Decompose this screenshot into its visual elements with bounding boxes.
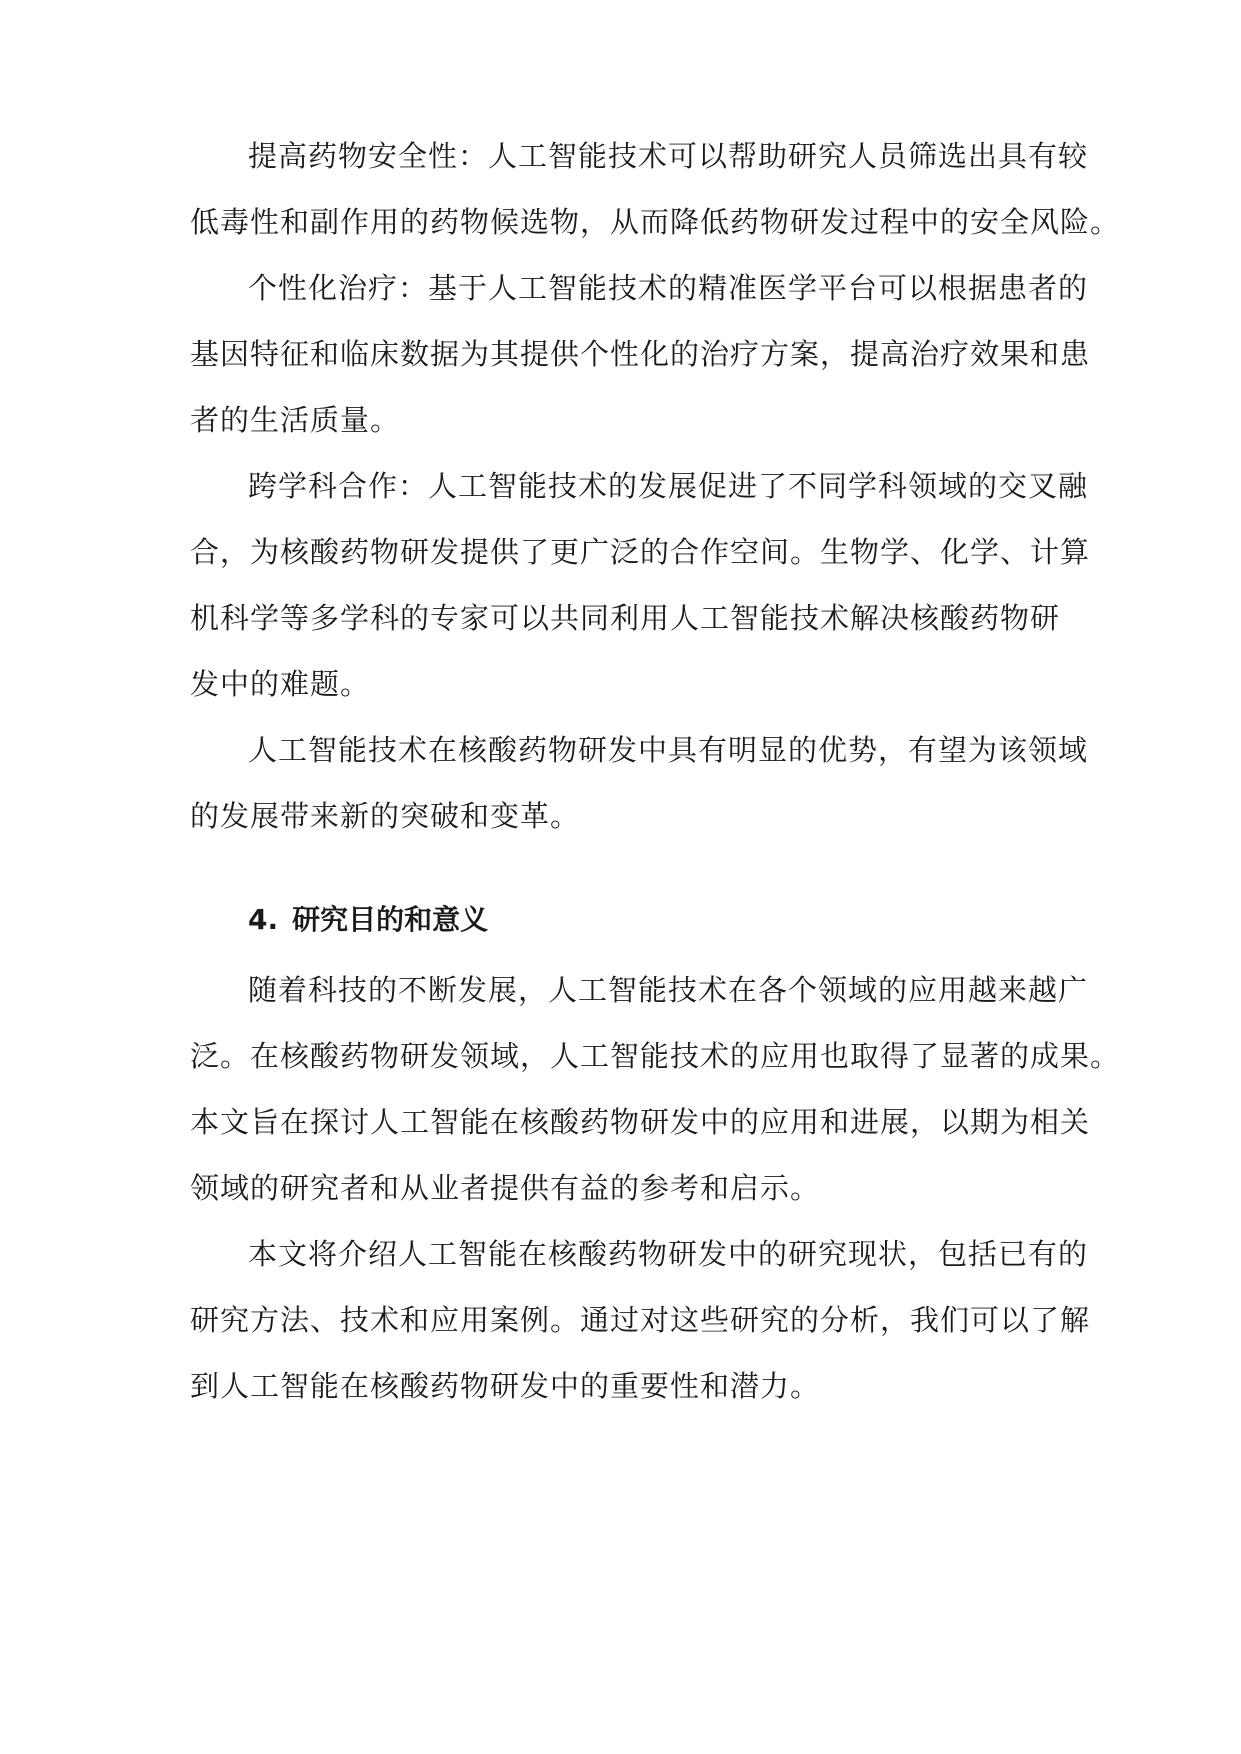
paragraph-4-line-1: 人工智能技术在核酸药物研发中具有明显的优势，有望为该领域 [248, 733, 1089, 767]
paragraph-2-line-1: 个性化治疗：基于人工智能技术的精准医学平台可以根据患者的 [248, 271, 1089, 305]
section-paragraph-1-line-4: 领域的研究者和从业者提供有益的参考和启示。 [190, 1171, 821, 1205]
section-paragraph-2-line-1: 本文将介绍人工智能在核酸药物研发中的研究现状，包括已有的 [248, 1237, 1089, 1271]
paragraph-1-line-1: 提高药物安全性：人工智能技术可以帮助研究人员筛选出具有较 [248, 139, 1089, 173]
section-paragraph-1-line-3: 本文旨在探讨人工智能在核酸药物研发中的应用和进展，以期为相关 [190, 1105, 1091, 1139]
paragraph-2-line-3: 者的生活质量。 [190, 403, 401, 437]
section-title: 研究目的和意义 [292, 903, 489, 936]
paragraph-3-line-1: 跨学科合作：人工智能技术的发展促进了不同学科领域的交叉融 [248, 469, 1089, 503]
section-paragraph-2-line-3: 到人工智能在核酸药物研发中的重要性和潜力。 [190, 1369, 821, 1403]
paragraph-4-line-2: 的发展带来新的突破和变革。 [190, 799, 581, 833]
paragraph-3-line-4: 发中的难题。 [190, 667, 371, 701]
section-heading [248, 900, 488, 940]
paragraph-1-line-2: 低毒性和副作用的药物候选物，从而降低药物研发过程中的安全风险。 [190, 205, 1121, 239]
section-paragraph-1-line-2: 泛。在核酸药物研发领域，人工智能技术的应用也取得了显著的成果。 [190, 1039, 1121, 1073]
paragraph-3-line-3: 机科学等多学科的专家可以共同利用人工智能技术解决核酸药物研 [190, 601, 1061, 635]
section-number: 4. [248, 903, 279, 936]
paragraph-2-line-2: 基因特征和临床数据为其提供个性化的治疗方案，提高治疗效果和患 [190, 337, 1091, 371]
section-paragraph-2-line-2: 研究方法、技术和应用案例。通过对这些研究的分析，我们可以了解 [190, 1303, 1091, 1337]
paragraph-3-line-2: 合，为核酸药物研发提供了更广泛的合作空间。生物学、化学、计算 [190, 535, 1091, 569]
section-paragraph-1-line-1: 随着科技的不断发展，人工智能技术在各个领域的应用越来越广 [248, 973, 1089, 1007]
